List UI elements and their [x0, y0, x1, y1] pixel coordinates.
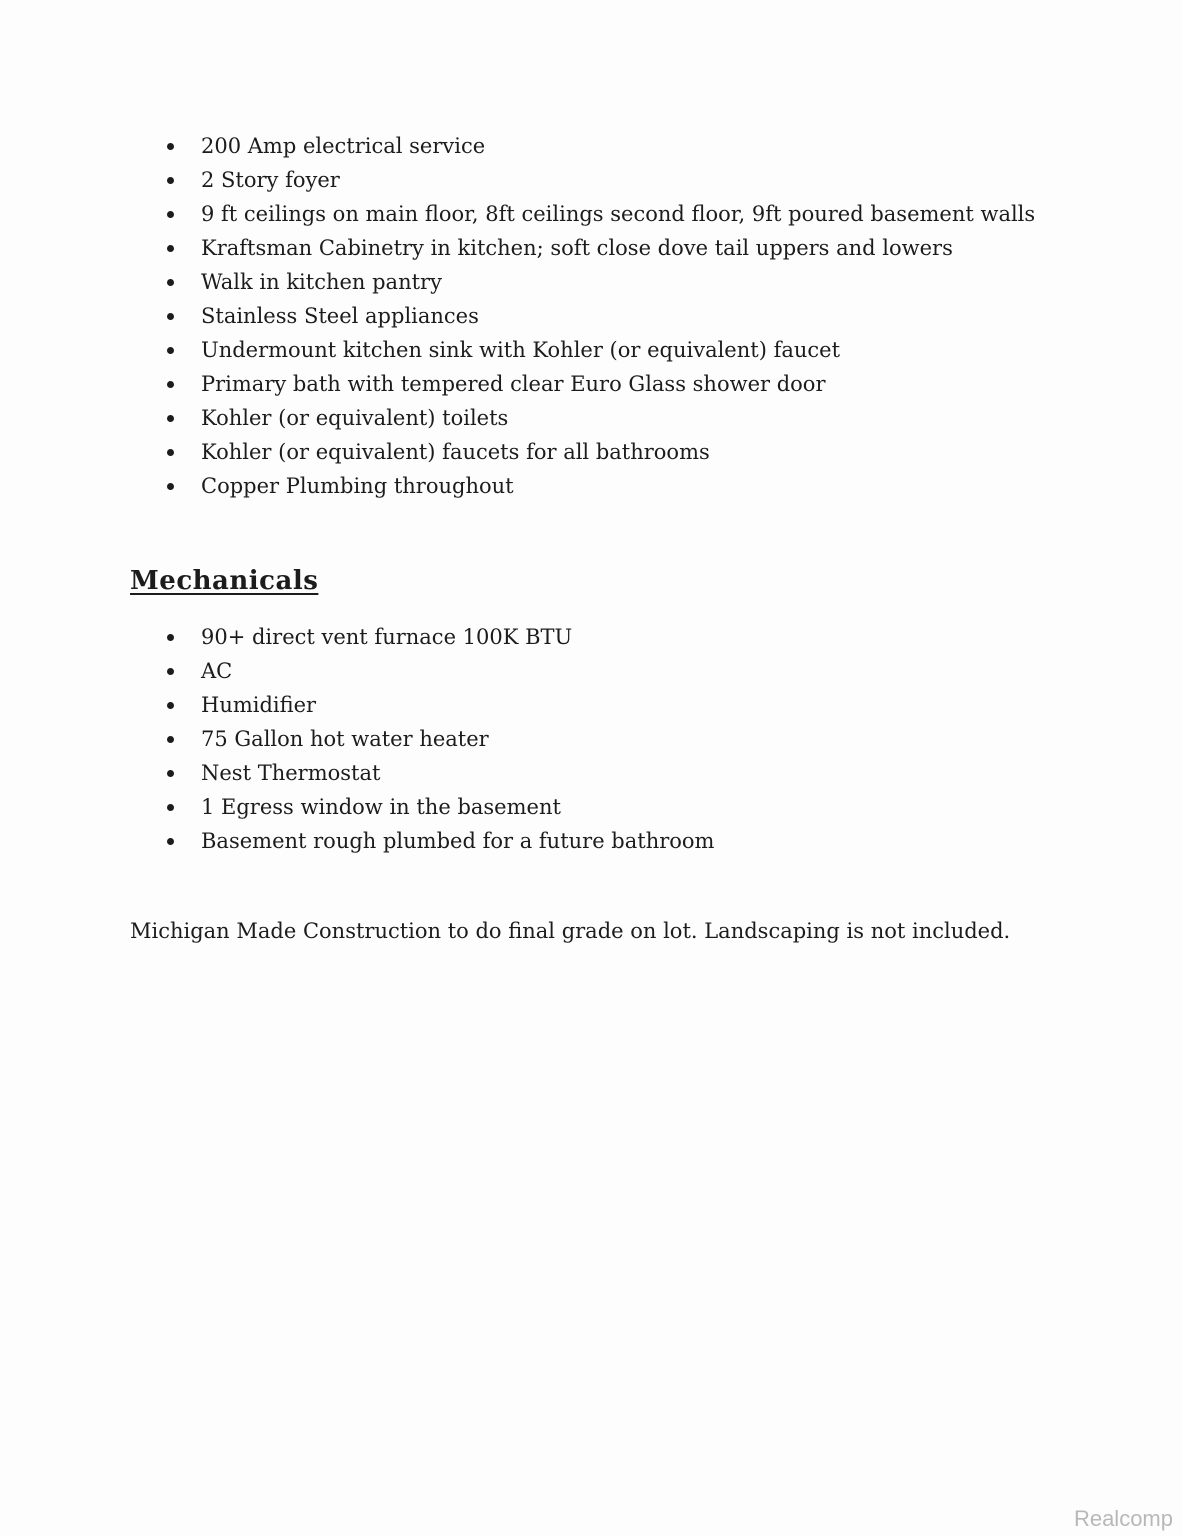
list-item-text: Basement rough plumbed for a future bathroom [201, 829, 715, 853]
list-item [131, 197, 1035, 231]
list-item [131, 688, 714, 722]
list-item-text: Copper Plumbing throughout [201, 474, 514, 498]
list-item-text: Walk in kitchen pantry [201, 270, 442, 294]
mechanicals-list [131, 620, 714, 858]
list-item-text: 75 Gallon hot water heater [201, 727, 489, 751]
list-item [131, 401, 1035, 435]
list-item [131, 231, 1035, 265]
bullet-icon [167, 415, 174, 422]
list-item [131, 824, 714, 858]
bullet-icon [167, 211, 174, 218]
bullet-icon [167, 483, 174, 490]
list-item [131, 299, 1035, 333]
list-item-text: AC [201, 659, 233, 683]
list-item [131, 756, 714, 790]
list-item-text: Kohler (or equivalent) toilets [201, 406, 509, 430]
list-item [131, 620, 714, 654]
bullet-icon [167, 838, 174, 845]
list-item [131, 469, 1035, 503]
bullet-icon [167, 668, 174, 675]
bullet-icon [167, 381, 174, 388]
bullet-icon [167, 347, 174, 354]
list-item [131, 333, 1035, 367]
list-item [131, 129, 1035, 163]
list-item-text: Kraftsman Cabinetry in kitchen; soft close dove tail uppers and lowers [201, 236, 953, 260]
bullet-icon [167, 770, 174, 777]
list-item-text: Primary bath with tempered clear Euro Glass shower door [201, 372, 826, 396]
bullet-icon [167, 634, 174, 641]
list-item-text: 2 Story foyer [201, 168, 340, 192]
watermark: Realcomp [1073, 1506, 1173, 1531]
list-item-text: Nest Thermostat [201, 761, 381, 785]
bullet-icon [167, 736, 174, 743]
bullet-icon [167, 702, 174, 709]
list-item-text: Humidifier [201, 693, 317, 717]
list-item-text: 200 Amp electrical service [201, 134, 486, 158]
list-item-text: 9 ft ceilings on main floor, 8ft ceilings second floor, 9ft poured basement walls [201, 202, 1036, 226]
list-item [131, 367, 1035, 401]
list-item-text: Undermount kitchen sink with Kohler (or equivalent) faucet [201, 338, 841, 362]
bullet-icon [167, 143, 174, 150]
list-item-text: 1 Egress window in the basement [201, 795, 561, 819]
list-item [131, 163, 1035, 197]
list-item-text: Stainless Steel appliances [201, 304, 479, 328]
list-item [131, 654, 714, 688]
list-item [131, 722, 714, 756]
mechanicals-heading: Mechanicals [130, 566, 319, 596]
list-item [131, 790, 714, 824]
list-item [131, 435, 1035, 469]
bullet-icon [167, 804, 174, 811]
list-item-text: Kohler (or equivalent) faucets for all bathrooms [201, 440, 710, 464]
bullet-icon [167, 449, 174, 456]
features-list [131, 129, 1035, 503]
bullet-icon [167, 245, 174, 252]
closing-note: Michigan Made Construction to do final grade on lot. Landscaping is not included. [130, 919, 1011, 943]
bullet-icon [167, 279, 174, 286]
bullet-icon [167, 177, 174, 184]
bullet-icon [167, 313, 174, 320]
list-item [131, 265, 1035, 299]
list-item-text: 90+ direct vent furnace 100K BTU [201, 625, 573, 649]
